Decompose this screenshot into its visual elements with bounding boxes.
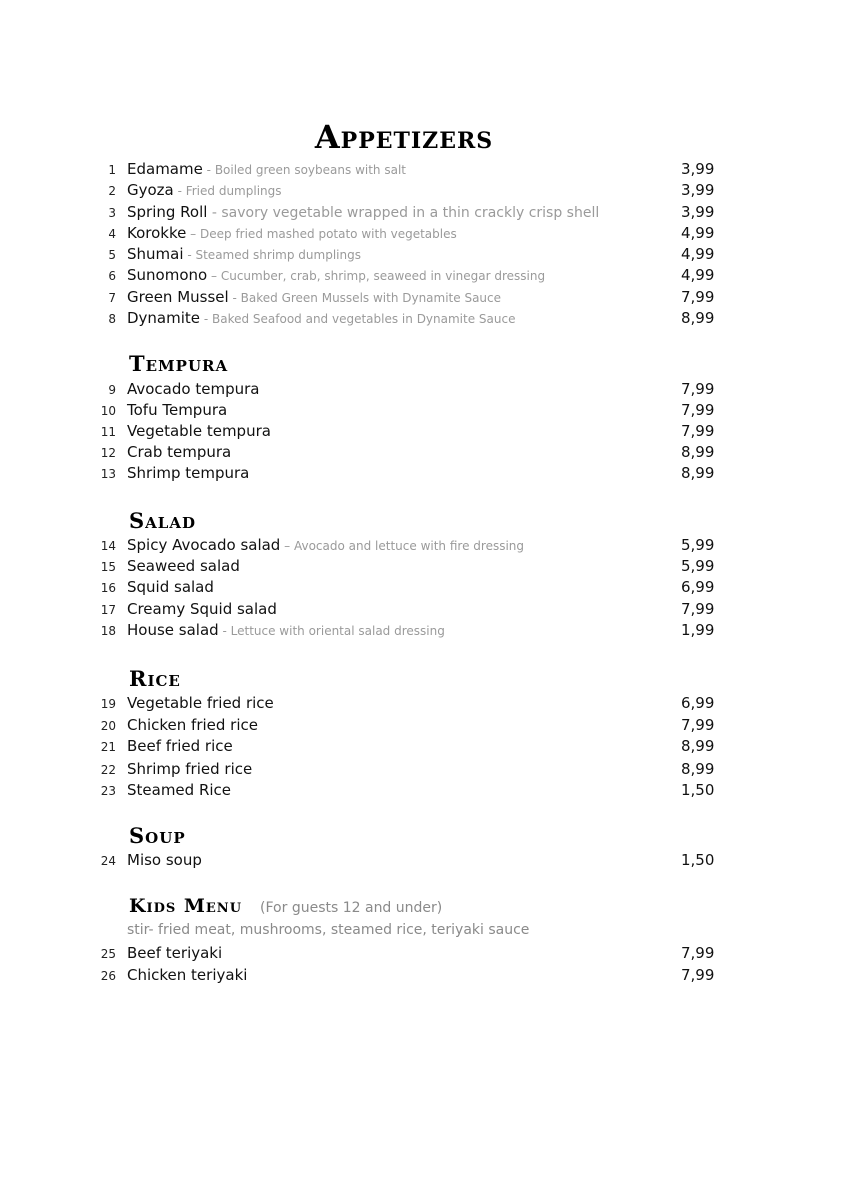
menu-item xyxy=(0,577,848,598)
item-price: 7,99 xyxy=(681,944,715,962)
item-price: 4,99 xyxy=(681,224,715,242)
menu-item xyxy=(0,850,848,871)
item-name-line xyxy=(127,181,282,199)
item-price: 3,99 xyxy=(681,160,715,178)
item-price: 7,99 xyxy=(681,422,715,440)
section-heading-kids xyxy=(129,895,442,917)
item-price: 8,99 xyxy=(681,737,715,755)
item-price: 3,99 xyxy=(681,181,715,199)
item-name: Shrimp fried rice xyxy=(127,760,253,778)
item-number: 21 xyxy=(100,740,116,754)
item-number: 20 xyxy=(100,719,116,733)
menu-item xyxy=(0,244,848,265)
menu-item xyxy=(0,599,848,620)
item-separator: - xyxy=(218,624,231,638)
menu-item xyxy=(0,202,848,223)
item-description: Baked Green Mussels with Dynamite Sauce xyxy=(240,291,502,305)
menu-item xyxy=(0,308,848,329)
item-name: Vegetable fried rice xyxy=(127,694,274,712)
item-number: 22 xyxy=(100,763,116,777)
item-name-line xyxy=(127,203,599,221)
menu-item xyxy=(0,943,848,964)
section-heading-rice: Rice xyxy=(129,666,181,691)
item-price: 4,99 xyxy=(681,245,715,263)
item-separator: – xyxy=(280,539,294,553)
item-name: Edamame xyxy=(127,160,203,178)
item-price: 5,99 xyxy=(681,557,715,575)
item-number: 19 xyxy=(100,697,116,711)
item-description: Fried dumplings xyxy=(185,184,282,198)
item-number: 15 xyxy=(100,560,116,574)
item-separator: – xyxy=(207,269,221,283)
item-number: 1 xyxy=(108,163,116,177)
item-number: 26 xyxy=(100,969,116,983)
menu-item xyxy=(0,556,848,577)
item-number: 4 xyxy=(108,227,116,241)
menu-item xyxy=(0,535,848,556)
item-name: Chicken teriyaki xyxy=(127,966,248,984)
item-separator: - xyxy=(183,248,196,262)
item-number: 8 xyxy=(108,312,116,326)
item-name: Steamed Rice xyxy=(127,781,232,799)
item-description: Boiled green soybeans with salt xyxy=(214,163,406,177)
item-separator: – xyxy=(186,227,200,241)
item-price: 6,99 xyxy=(681,694,715,712)
menu-item xyxy=(0,736,848,757)
item-separator: - xyxy=(202,163,215,177)
section-heading-salad: Salad xyxy=(129,508,196,533)
item-name: Gyoza xyxy=(127,181,174,199)
item-price: 8,99 xyxy=(681,464,715,482)
page-title: Appetizers xyxy=(314,118,494,156)
item-price: 3,99 xyxy=(681,203,715,221)
item-name: Tofu Tempura xyxy=(127,401,228,419)
item-name: Green Mussel xyxy=(127,288,229,306)
menu-item xyxy=(0,159,848,180)
kids-age-note: (For guests 12 and under) xyxy=(260,900,443,916)
item-name: Vegetable tempura xyxy=(127,422,271,440)
item-name-line xyxy=(127,621,445,639)
item-number: 23 xyxy=(100,784,116,798)
item-separator: - xyxy=(173,184,186,198)
item-price: 4,99 xyxy=(681,266,715,284)
item-name: Dynamite xyxy=(127,309,201,327)
item-price: 1,50 xyxy=(681,781,715,799)
item-name: Beef teriyaki xyxy=(127,944,223,962)
item-number: 5 xyxy=(108,248,116,262)
item-name-line xyxy=(127,309,515,327)
item-name-line xyxy=(127,224,457,242)
item-price: 8,99 xyxy=(681,443,715,461)
item-name: Crab tempura xyxy=(127,443,232,461)
menu-item xyxy=(0,442,848,463)
menu-item xyxy=(0,379,848,400)
item-price: 7,99 xyxy=(681,716,715,734)
menu-item xyxy=(0,463,848,484)
item-name: House salad xyxy=(127,621,219,639)
item-separator: - xyxy=(207,205,222,221)
item-name: Spicy Avocado salad xyxy=(127,536,281,554)
item-price: 7,99 xyxy=(681,288,715,306)
item-description: savory vegetable wrapped in a thin crackly crisp shell xyxy=(221,205,600,221)
item-price: 8,99 xyxy=(681,760,715,778)
menu-item xyxy=(0,715,848,736)
kids-description: stir- fried meat, mushrooms, steamed rice, teriyaki sauce xyxy=(127,922,530,938)
menu-item xyxy=(0,400,848,421)
item-name-line xyxy=(127,288,501,306)
item-price: 7,99 xyxy=(681,380,715,398)
item-price: 7,99 xyxy=(681,966,715,984)
item-description: Deep fried mashed potato with vegetables xyxy=(200,227,457,241)
item-number: 12 xyxy=(100,446,116,460)
item-price: 8,99 xyxy=(681,309,715,327)
item-price: 1,50 xyxy=(681,851,715,869)
menu-item xyxy=(0,421,848,442)
item-number: 25 xyxy=(100,947,116,961)
item-description: Steamed shrimp dumplings xyxy=(195,248,361,262)
item-name: Beef fried rice xyxy=(127,737,233,755)
item-name: Korokke xyxy=(127,224,187,242)
item-name-line xyxy=(127,266,545,284)
item-name: Seaweed salad xyxy=(127,557,240,575)
item-number: 13 xyxy=(100,467,116,481)
item-description: Lettuce with oriental salad dressing xyxy=(230,624,445,638)
item-number: 18 xyxy=(100,624,116,638)
item-separator: - xyxy=(200,312,212,326)
item-name: Miso soup xyxy=(127,851,202,869)
item-name-line xyxy=(127,536,524,554)
item-name: Spring Roll xyxy=(127,203,208,221)
item-description: Avocado and lettuce with fire dressing xyxy=(293,539,525,553)
section-heading-soup: Soup xyxy=(129,823,186,848)
menu-item xyxy=(0,965,848,986)
item-number: 6 xyxy=(108,269,116,283)
item-number: 3 xyxy=(108,206,116,220)
menu-item xyxy=(0,287,848,308)
item-number: 9 xyxy=(108,383,116,397)
item-number: 14 xyxy=(100,539,116,553)
item-separator: - xyxy=(228,291,241,305)
menu-item xyxy=(0,780,848,801)
item-name: Squid salad xyxy=(127,578,214,596)
menu-item xyxy=(0,620,848,641)
item-name: Shrimp tempura xyxy=(127,464,250,482)
item-number: 2 xyxy=(108,184,116,198)
item-price: 1,99 xyxy=(681,621,715,639)
item-price: 6,99 xyxy=(681,578,715,596)
item-price: 7,99 xyxy=(681,401,715,419)
item-name: Chicken fried rice xyxy=(127,716,258,734)
item-name: Sunomono xyxy=(127,266,208,284)
kids-heading-label: Kids Menu xyxy=(129,895,243,917)
item-number: 24 xyxy=(100,854,116,868)
item-number: 7 xyxy=(108,291,116,305)
item-name: Creamy Squid salad xyxy=(127,600,277,618)
item-description: Cucumber, crab, shrimp, seaweed in vinegar dressing xyxy=(220,269,546,283)
item-name-line xyxy=(127,160,406,178)
item-price: 5,99 xyxy=(681,536,715,554)
item-name-line xyxy=(127,245,361,263)
item-description: Baked Seafood and vegetables in Dynamite Sauce xyxy=(211,312,516,326)
item-number: 10 xyxy=(100,404,116,418)
menu-item xyxy=(0,223,848,244)
menu-item xyxy=(0,759,848,780)
menu-item xyxy=(0,180,848,201)
item-name: Avocado tempura xyxy=(127,380,260,398)
item-number: 17 xyxy=(100,603,116,617)
section-heading-tempura: Tempura xyxy=(129,351,229,376)
menu-item xyxy=(0,693,848,714)
item-name: Shumai xyxy=(127,245,184,263)
item-number: 16 xyxy=(100,581,116,595)
item-number: 11 xyxy=(100,425,116,439)
menu-item xyxy=(0,265,848,286)
item-price: 7,99 xyxy=(681,600,715,618)
